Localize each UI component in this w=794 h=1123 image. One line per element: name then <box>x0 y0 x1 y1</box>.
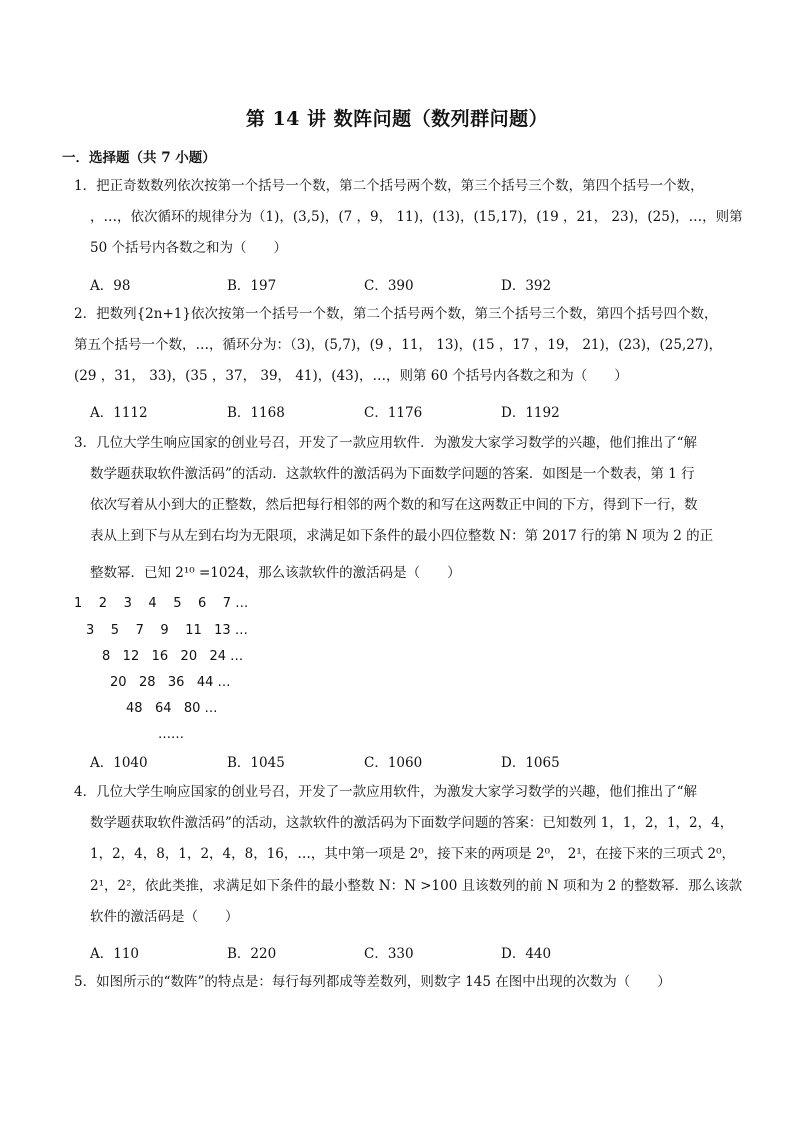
q2-option-b: B．1168 <box>227 405 285 421</box>
q2-line-3: (29 ，31， 33)，(35 ，37， 39， 41)，(43)，…，则第 60 个括号内各数之和为（ ） <box>74 368 628 384</box>
q3-option-d: D．1065 <box>501 755 560 771</box>
q3-options <box>90 751 650 771</box>
number-table-row-6: …… <box>158 727 184 742</box>
q1-options <box>90 274 650 294</box>
q3-line-1: 3．几位大学生响应国家的创业号召，开发了一款应用软件．为激发大家学习数学的兴趣，他们推出了“解 <box>74 435 697 451</box>
q2-line-2: 第五个括号一个数，…，循环分为：（3)，(5,7)，(9 ，11， 13)，(15 ，17 ，19， 21)，(23)，(25,27)， <box>74 337 723 353</box>
q4-option-d: D．440 <box>501 946 552 962</box>
q3-line-3: 依次写着从小到大的正整数，然后把每行相邻的两个数的和写在这两数正中间的下方，得到下一行，数 <box>90 497 698 513</box>
section-heading: 一．选择题（共 7 小题） <box>62 150 216 166</box>
q4-line-1: 4．几位大学生响应国家的创业号召，开发了一款应用软件，为激发大家学习数学的兴趣，他们推出了“解 <box>74 784 697 800</box>
q3-line-4: 表从上到下与从左到右均为无限项，求满足如下条件的最小四位整数 N：第 2017 行的第 N 项为 2 的正 <box>90 528 714 544</box>
q2-option-a: A．1112 <box>90 405 148 421</box>
q4-option-b: B．220 <box>227 946 277 962</box>
number-table-row-4: 20 28 36 44 … <box>110 675 231 690</box>
q1-option-d: D．392 <box>501 278 552 294</box>
number-table-row-2: 3 5 7 9 11 13 … <box>86 623 248 638</box>
q2-line-1: 2．把数列{2n+1}依次按第一个括号一个数，第二个括号两个数，第三个括号三个数，第四个括号四个数， <box>74 306 718 322</box>
q5-line-1: 5．如图所示的“数阵”的特点是：每行每列都成等差数列，则数字 145 在图中出现的次数为（ ） <box>74 974 671 990</box>
q3-option-b: B．1045 <box>227 755 285 771</box>
q1-option-b: B．197 <box>227 278 277 294</box>
q4-option-c: C．330 <box>364 946 414 962</box>
q2-option-d: D．1192 <box>501 405 560 421</box>
q3-line-2: 数学题获取软件激活码”的活动．这款软件的激活码为下面数学问题的答案．如图是一个数表，第 1 行 <box>90 466 695 482</box>
q3-option-c: C．1060 <box>364 755 423 771</box>
q4-line-5: 软件的激活码是（ ） <box>90 909 239 925</box>
q3-line-5: 整数幂．已知 2¹⁰ =1024，那么该款软件的激活码是（ ） <box>90 565 461 581</box>
q1-line-2: ，…，依次循环的规律分为（1)，(3,5)，(7 ，9， 11)，(13)，(15,17)，(19 ，21， 23)，(25)，…，则第 <box>90 209 743 225</box>
q1-line-3: 50 个括号内各数之和为（ ） <box>90 240 287 256</box>
q4-options <box>90 942 650 962</box>
number-table-row-3: 8 12 16 20 24 … <box>102 649 244 664</box>
number-table-row-5: 48 64 80 … <box>126 701 218 716</box>
q4-option-a: A．110 <box>90 946 140 962</box>
q1-option-a: A．98 <box>90 278 131 294</box>
q2-options <box>90 401 650 421</box>
q4-line-2: 数学题获取软件激活码”的活动，这款软件的激活码为下面数学问题的答案：已知数列 1，1，2，1，2，4， <box>90 815 734 831</box>
q3-option-a: A．1040 <box>90 755 148 771</box>
page-title: 第 14 讲 数阵问题（数列群问题） <box>245 108 549 130</box>
q4-line-4: 2¹，2²，依此类推，求满足如下条件的最小整数 N：N >100 且该数列的前 N 项和为 2 的整数幂．那么该款 <box>90 878 743 894</box>
q1-option-c: C．390 <box>364 278 414 294</box>
number-table-row-1: 1 2 3 4 5 6 7 … <box>74 596 249 611</box>
q1-line-1: 1．把正奇数数列依次按第一个括号一个数，第二个括号两个数，第三个括号三个数，第四个括号一个数， <box>74 178 704 194</box>
q2-option-c: C．1176 <box>364 405 423 421</box>
q4-line-3: 1，2，4，8，1，2，4，8，16，…，其中第一项是 2⁰，接下来的两项是 2⁰， 2¹，在接下来的三项式 2⁰， <box>90 846 736 862</box>
